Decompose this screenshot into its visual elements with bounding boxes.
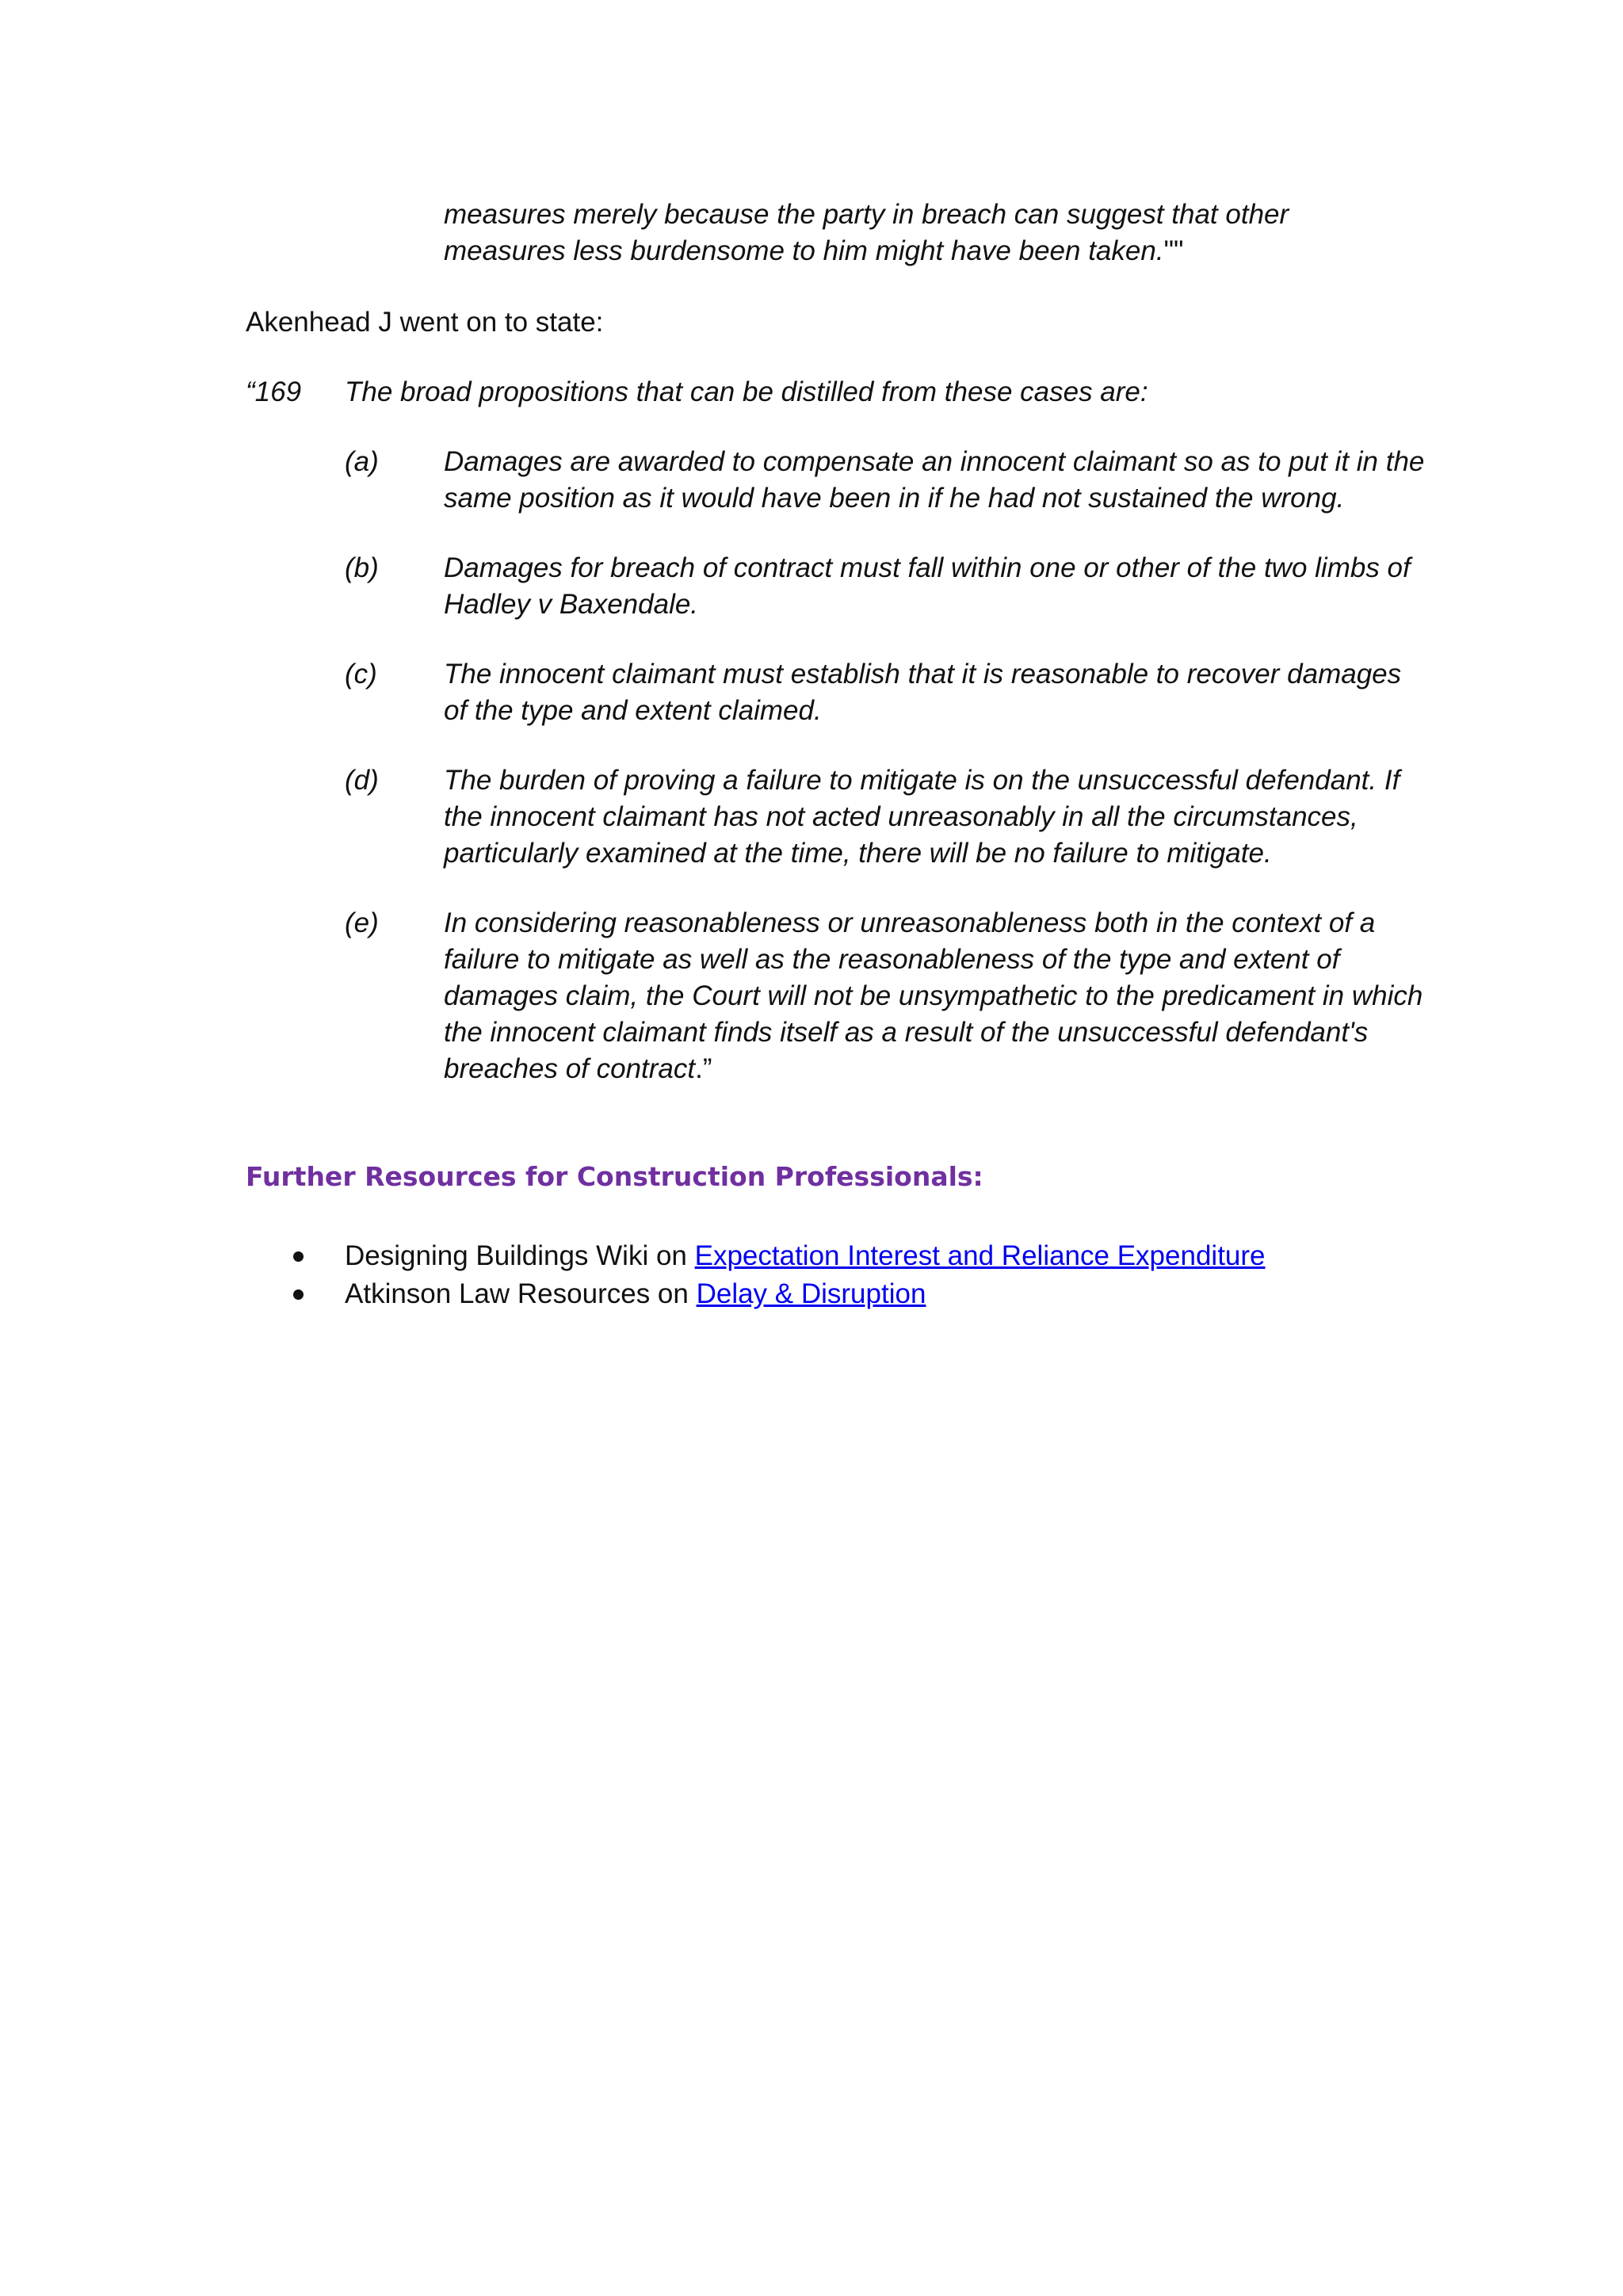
item-label: (d) <box>345 765 379 796</box>
resource-text <box>345 1276 926 1312</box>
item-text <box>444 905 1430 1087</box>
bullet-icon <box>293 1289 304 1300</box>
item-text: Damages for breach of contract must fall within one or other of the two limbs of Hadley v Baxendale. <box>444 552 1411 620</box>
resource-prefix: Designing Buildings Wiki on <box>345 1240 695 1271</box>
proposition-list <box>345 444 1430 1121</box>
section-heading: Further Resources for Construction Professionals: <box>246 1161 983 1192</box>
item-label: (c) <box>345 659 377 690</box>
paragraph-number: “169 <box>246 376 302 407</box>
item-text: The burden of proving a failure to mitigate is on the unsuccessful defendant. If the innocent claimant has not acted unreasonably in all the circumstances, particularly examined at the time, there will be no failure to mitigate. <box>444 765 1400 869</box>
delay-disruption-link[interactable]: Delay & Disruption <box>696 1278 926 1309</box>
quote-line-1: measures merely because the party in breach can suggest that other <box>444 199 1289 230</box>
quote-line-2-end: "" <box>1163 235 1184 266</box>
intro-text: Akenhead J went on to state: <box>246 307 604 338</box>
expectation-interest-link[interactable]: Expectation Interest and Reliance Expenditure <box>694 1240 1266 1271</box>
list-item <box>345 905 1430 1087</box>
item-label: (b) <box>345 552 379 583</box>
list-item <box>345 550 1430 623</box>
list-item <box>345 444 1430 517</box>
item-label: (e) <box>345 907 379 938</box>
paragraph-text: The broad propositions that can be distilled from these cases are: <box>345 376 1148 407</box>
quote-line-2 <box>444 233 1395 269</box>
item-text: The innocent claimant must establish that it is reasonable to recover damages of the type and extent claimed. <box>444 659 1402 726</box>
quote-line-2-text: measures less burdensome to him might have been taken. <box>444 235 1164 266</box>
list-item <box>345 762 1430 872</box>
resource-text <box>345 1238 1266 1274</box>
list-item <box>345 656 1430 729</box>
item-text: Damages are awarded to compensate an innocent claimant so as to put it in the same position as it would have been in if he had not sustained the wrong. <box>444 446 1425 514</box>
item-text-end: .” <box>695 1053 712 1084</box>
item-text-body: In considering reasonableness or unreasonableness both in the context of a failure to mitigate as well as the reasonableness of the type and extent of damages claim, the Court will not be unsympathetic to the predicament in which the innocent claimant finds itself as a result of the unsuccessful defendant's breaches of contract <box>444 907 1423 1084</box>
resource-prefix: Atkinson Law Resources on <box>345 1278 697 1309</box>
bullet-icon <box>293 1251 304 1262</box>
item-label: (a) <box>345 446 379 477</box>
quote-continuation <box>444 197 1395 269</box>
